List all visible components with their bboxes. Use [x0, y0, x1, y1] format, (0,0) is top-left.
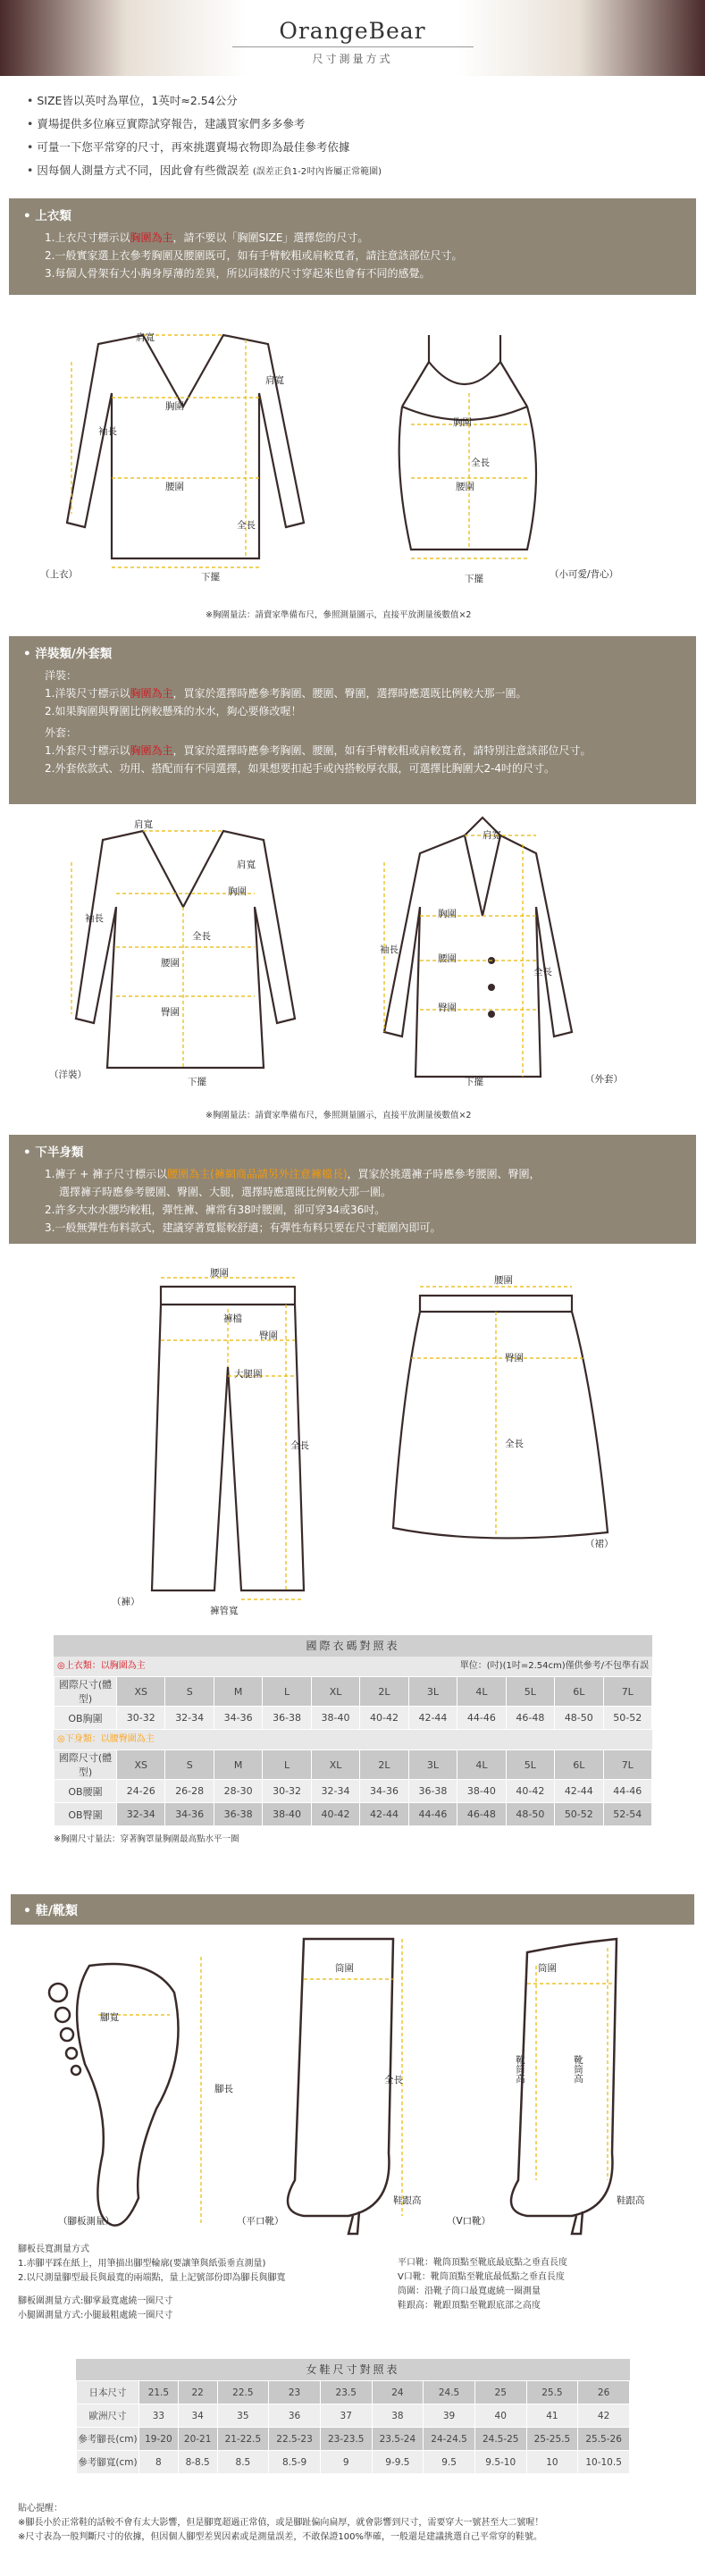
- label-length: 全長: [471, 457, 490, 468]
- size-chart: [54, 1635, 652, 1844]
- label-shoulder: 肩寬: [136, 332, 155, 343]
- label-thigh: 大腿圍: [234, 1369, 263, 1380]
- header-banner: [0, 0, 705, 76]
- label-waist: 腰圍: [494, 1275, 513, 1286]
- fig-label-skirt: （裙）: [585, 1539, 614, 1549]
- table-row: 歐洲尺寸 33 34 35 36 37 38 39 40 41 42: [77, 2404, 630, 2428]
- tops-item: 3.每個人骨架有大小胸身厚薄的差異，所以同樣的尺寸穿起來也會有不同的感覺。: [45, 267, 431, 280]
- bottoms-band: [9, 1135, 696, 1244]
- label-leg-width: 褲管寬: [210, 1606, 239, 1616]
- tops-caption: ※胸圍量法：請賣家準備布尺，參照測量圖示，直接平放測量後數值×2: [206, 610, 472, 620]
- fig-label-foot: （腳板測量）: [58, 2216, 114, 2227]
- table-row: 國際尺寸(體型) XS S M L XL 2L 3L 4L 5L 6L 7L: [55, 1750, 652, 1780]
- tops-band: [9, 198, 696, 295]
- dress-sub: 洋裝：: [45, 669, 78, 682]
- label-crotch: 褲檔: [223, 1313, 242, 1324]
- size-chart-title: 國際衣碼對照表: [54, 1635, 652, 1657]
- dress-figures: [36, 809, 679, 1103]
- table-row: OB腰圍 24-26 26-28 28-30 30-32 32-34 34-36 36-38 38-40 40-42 42-44 44-46: [55, 1780, 652, 1803]
- fig-label-top: （上衣）: [40, 569, 78, 580]
- fig-label-pants: （褲）: [112, 1597, 140, 1607]
- section-heading: • 上衣類: [23, 209, 71, 223]
- table-row: OB胸圍 30-32 32-34 34-36 36-38 38-40 40-42 42-44 44-46 46-48 48-50 50-52: [55, 1707, 652, 1730]
- label-foot-width: 腳寬: [100, 2012, 119, 2023]
- fig-label-coat: （外套）: [585, 1074, 623, 1085]
- label-length: 全長: [237, 520, 256, 531]
- tips-title: 貼心提醒：: [18, 2504, 63, 2513]
- row-label: 國際尺寸(體型): [55, 1750, 117, 1780]
- label-shaft: 靴筒高: [515, 2055, 525, 2084]
- bottoms-item: 3.一般無彈性布料款式，建議穿著寬鬆較舒適；有彈性布料只要在尺寸範圍內即可。: [45, 1221, 441, 1234]
- bottom-size-table: [54, 1749, 652, 1826]
- shoes-figures: [36, 1930, 679, 2261]
- label-hem: 下擺: [465, 1077, 483, 1087]
- fig-label-flat-boot: （平口靴）: [237, 2216, 284, 2227]
- title-divider: [232, 46, 474, 47]
- row-label: OB胸圍: [55, 1707, 117, 1730]
- tops-figures: [36, 308, 679, 603]
- label-length: 全長: [192, 931, 211, 942]
- label-hem: 下擺: [465, 574, 483, 584]
- tip-item: ※尺寸表為一般判斷尺寸的依據，但因個人腳型差異因素或是測量誤差，不敢保證100%準確，一般還是建議挑選自己平常穿的鞋號。: [18, 2532, 542, 2542]
- dress-band: [9, 636, 696, 804]
- dress-item: 1.洋裝尺寸標示以胸圍為主，買家於選擇時應參考胸圍、腰圍、臀圍，選擇時應選既比例較大那一圍。: [45, 687, 527, 700]
- label-length: 全長: [505, 1439, 524, 1449]
- tops-item: 2.一般實家選上衣參考胸圍及腰圍既可，如有手臂較粗或肩較寬者，請注意該部位尺寸。: [45, 249, 463, 262]
- size-footnote: ※胸圍尺寸量法：穿著胸罩量胸圍最高點水平一圈: [54, 1834, 239, 1844]
- label-waist: 腰圍: [438, 953, 457, 964]
- label-waist: 腰圍: [456, 482, 474, 492]
- label-chest: 胸圍: [165, 401, 184, 412]
- dress-caption: ※胸圍量法：請賣家準備布尺，參照測量圖示，直接平放測量後數值×2: [206, 1111, 472, 1120]
- label-calf: 筒圍: [538, 1963, 557, 1974]
- label-total: 全長: [384, 2075, 403, 2085]
- label-hip: 臀圍: [259, 1330, 278, 1341]
- label-waist: 腰圍: [210, 1268, 229, 1279]
- bottoms-item: 1.褲子 + 褲子尺寸標示以腰圍為主(褲網商品請另外注意褲檔長)，買家於挑選褲子時應參考腰圍、臀圍，: [45, 1168, 541, 1180]
- label-hip: 臀圍: [161, 1007, 180, 1018]
- label-hem: 下擺: [201, 572, 220, 583]
- label-sleeve: 袖長: [98, 426, 117, 437]
- tops-item: 1.上衣尺寸標示以胸圍為主，請不要以「胸圍SIZE」選擇您的尺寸。: [45, 231, 369, 244]
- tip-item: ※腳長小於正常鞋的話較不會有太大影響，但是腳寬超過正常值，或是腳趾偏向扁厚，就會影響到尺寸，需要穿大一號甚至大二號喔！: [18, 2518, 544, 2528]
- table-row: 國際尺寸(體型) XS S M L XL 2L 3L 4L 5L 6L 7L: [55, 1677, 652, 1707]
- shoe-size-table: [76, 2380, 630, 2474]
- shoes-heading: • 鞋/靴類: [11, 1894, 694, 1925]
- label-shoulder: 肩寬: [265, 375, 284, 386]
- dress-item: 1.外套尺寸標示以胸圍為主，買家於選擇時應參考胸圍、腰圍，如有手臂較粗或肩較寬者，請特別注意該部位尺寸。: [45, 744, 592, 757]
- bottoms-item: 選擇褲子時應參考腰圍、臀圍、大腿，選擇時應選既比例較大那一圍。: [59, 1186, 392, 1198]
- table-row: 參考腳長(cm) 19-20 20-21 21-22.5 22.5-23 23-23.5 23.5-24 24-24.5 24.5-25 25-25.5 25.5-26: [77, 2428, 630, 2451]
- dress-sub: 外套：: [45, 726, 78, 739]
- foot-measure-notes: 腳板長寬測量方式 1.赤腳平踩在紙上，用筆描出腳型輪廓(要讓筆與紙張垂直測量) 2.以尺測量腳型最長與最寬的兩端點，量上記號部份即為腳長與腳寬 腳板圍測量方式:腳掌最寬處繞一圈尺寸 小腿圍測量方式:小腿最粗處繞一圈尺寸: [18, 2245, 286, 2320]
- table-row: 日本尺寸 21.5 22 22.5 23 23.5 24 24.5 25 25.5 26: [77, 2381, 630, 2404]
- boot-measure-notes: 平口靴：靴筒頂點至靴底最底點之垂直長度 V口靴：靴筒頂點至靴底最低點之垂直長度 筒圍：沿靴子筒口最寬處繞一圈測量 鞋跟高：靴跟頂點至靴跟底部之高度: [398, 2258, 567, 2311]
- label-shoulder: 肩寬: [134, 819, 153, 830]
- note-small: (誤差正負1-2吋內皆屬正常範圍): [252, 167, 382, 177]
- size-unit: 單位：(吋)(1吋=2.54cm)僅供參考/不包準有誤: [459, 1661, 649, 1671]
- label-heel: 鞋跟高: [617, 2195, 645, 2206]
- note-item: • 可量一下您平常穿的尺寸，再來挑選賣場衣物即為最佳參考依據: [27, 136, 688, 159]
- label-chest: 胸圍: [228, 886, 247, 897]
- table-row: OB臀圍 32-34 34-36 36-38 38-40 40-42 42-44 44-46 46-48 48-50 50-52 52-54: [55, 1803, 652, 1826]
- fig-label-camisole: （小可愛/背心）: [550, 569, 619, 580]
- row-label: 國際尺寸(體型): [55, 1677, 117, 1707]
- fig-label-dress: （洋裝）: [49, 1070, 87, 1080]
- label-length: 全長: [533, 967, 552, 978]
- bottoms-figures: [36, 1251, 679, 1617]
- row-label: OB臀圍: [55, 1803, 117, 1826]
- label-shoulder: 肩寬: [237, 860, 256, 870]
- shoe-table-title: 女鞋尺寸對照表: [76, 2359, 630, 2380]
- fig-label-v-boot: （V口靴）: [447, 2216, 491, 2227]
- label-calf: 筒圍: [335, 1963, 354, 1974]
- dress-item: 2.如果胸圍與臀圍比例較懸殊的水水，夠心要修改喔！: [45, 705, 302, 717]
- label-waist: 腰圍: [161, 958, 180, 969]
- shoe-size-table-wrap: [76, 2359, 630, 2474]
- brand-title: OrangeBear: [279, 18, 426, 44]
- label-sleeve: 袖長: [380, 944, 399, 955]
- label-chest: 胸圍: [438, 909, 457, 919]
- label-shoulder: 肩寬: [483, 830, 501, 841]
- dress-item: 2.外套依款式、功用、搭配而有不同選擇，如果想要扣起手或內搭較厚衣服，可選擇比胸圍大2-4吋的尺寸。: [45, 762, 556, 775]
- row-label: OB腰圍: [55, 1780, 117, 1803]
- bottoms-item: 2.許多大水水腰均較粗，彈性褲、褲常有38吋腰圍，卻可穿34或36吋。: [45, 1204, 386, 1216]
- page-subtitle: 尺寸測量方式: [312, 53, 393, 65]
- note-item: • 賣場提供多位麻豆實際試穿報告，建議買家們多多參考: [27, 113, 688, 136]
- label-heel: 鞋跟高: [393, 2195, 422, 2206]
- label-hip: 臀圍: [505, 1353, 524, 1364]
- bottom-heading: ◎下身類：以腰臀圍為主: [57, 1734, 155, 1744]
- top-size-table: [54, 1676, 652, 1730]
- section-heading: • 洋裝類/外套類: [23, 647, 113, 661]
- label-length: 全長: [290, 1440, 309, 1451]
- table-row: 參考腳寬(cm) 8 8-8.5 8.5 8.5-9 9 9-9.5 9.5 9.5-10 10 10-10.5: [77, 2451, 630, 2474]
- label-chest: 胸圍: [453, 417, 472, 428]
- intro-notes: [27, 89, 688, 184]
- label-foot-length: 腳長: [214, 2084, 233, 2094]
- section-heading: • 下半身類: [23, 1145, 84, 1160]
- note-item: • SIZE皆以英吋為單位，1英吋≈2.54公分: [27, 89, 688, 113]
- top-heading: ◎上衣類：以胸圍為主: [57, 1661, 146, 1671]
- label-hip: 臀圍: [438, 1003, 457, 1013]
- shoe-tips: [18, 2502, 697, 2545]
- label-shaft: 靴筒高: [573, 2055, 583, 2084]
- label-hem: 下擺: [188, 1077, 206, 1087]
- note-item: • 因每個人測量方式不同，因此會有些微誤差 (誤差正負1-2吋內皆屬正常範圍): [27, 159, 688, 184]
- label-sleeve: 袖長: [85, 913, 104, 924]
- label-waist: 腰圍: [165, 482, 184, 492]
